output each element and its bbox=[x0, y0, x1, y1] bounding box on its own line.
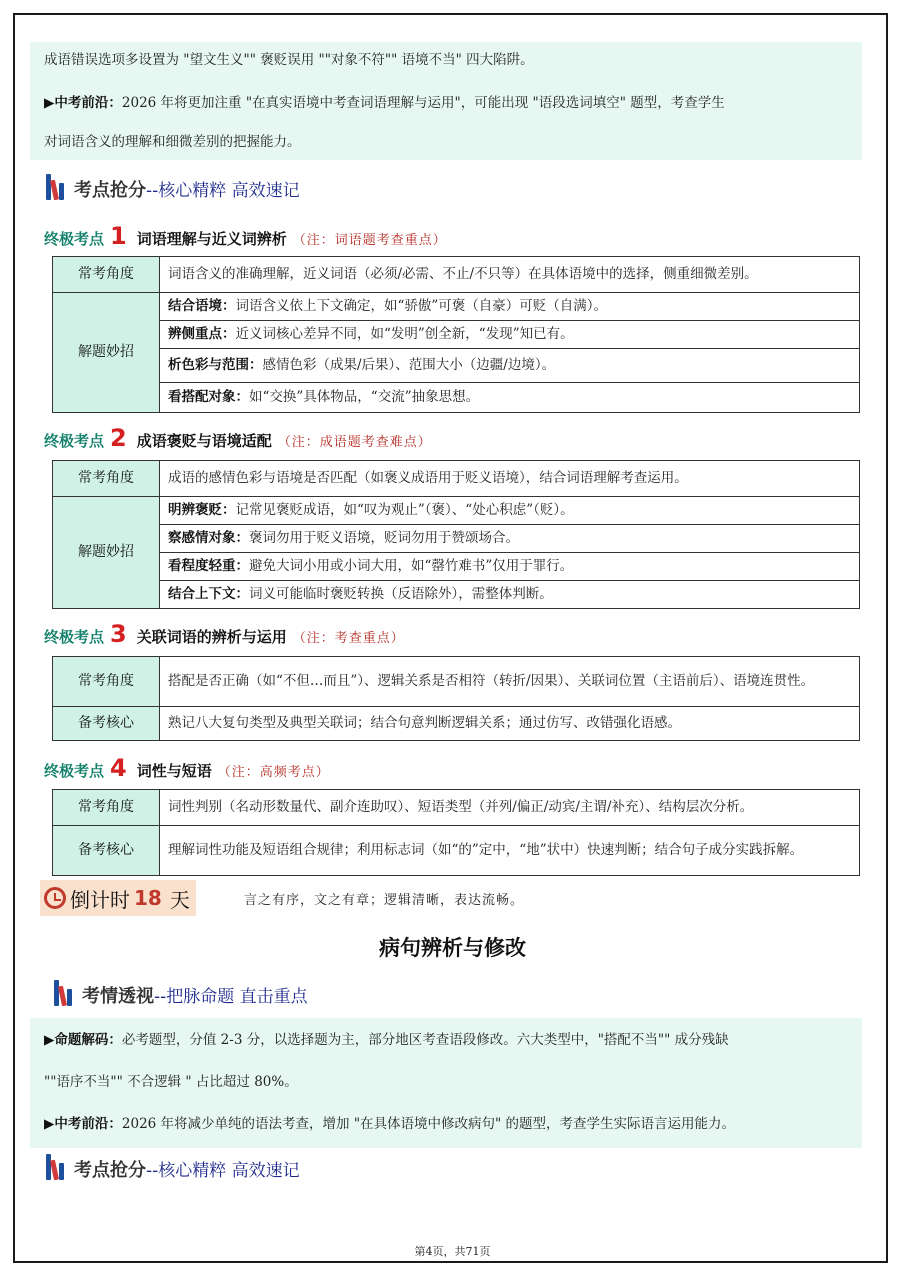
table-row bbox=[53, 826, 860, 876]
table-row bbox=[53, 293, 860, 321]
row-label: 备考核心 bbox=[53, 826, 160, 876]
row-label: 常考角度 bbox=[53, 657, 160, 707]
page-number: 第4页，共71页 bbox=[414, 1245, 491, 1258]
frontier-line-1: 2026 年将更加注重 "在真实语境中考查词语理解与运用"，可能出现 "语段选词填空" 题型，考查学生 bbox=[121, 95, 725, 111]
tip-item bbox=[160, 581, 860, 609]
countdown-suffix: 天 bbox=[169, 887, 190, 912]
countdown-days: 18 bbox=[134, 886, 162, 910]
tip-lead: 结合语境： bbox=[168, 298, 236, 314]
intro-frontier-line-2: 对词语含义的理解和细微差别的把握能力。 bbox=[44, 134, 301, 150]
tip-item bbox=[160, 383, 860, 413]
keypoint-table-3 bbox=[52, 656, 860, 741]
table-row bbox=[53, 707, 860, 741]
tip-text: 感情色彩（成果/后果）、范围大小（边疆/边境）。 bbox=[262, 357, 556, 373]
tip-lead: 析色彩与范围： bbox=[168, 357, 263, 373]
keypoint-table-2 bbox=[52, 460, 860, 609]
section-subtitle: --把脉命题 直击重点 bbox=[154, 987, 308, 1007]
keypoint-note: （注：词语题考查重点） bbox=[292, 233, 447, 248]
keypoint-label: 终极考点 bbox=[44, 432, 105, 450]
row-text: 成语的感情色彩与语境是否匹配（如褒义成语用于贬义语境），结合词语理解考查运用。 bbox=[160, 461, 860, 497]
row-label: 常考角度 bbox=[53, 790, 160, 826]
analysis-frontier bbox=[44, 1114, 735, 1134]
tip-lead: 结合上下文： bbox=[168, 586, 249, 602]
table-row bbox=[53, 790, 860, 826]
keypoint-number: 2 bbox=[110, 424, 127, 452]
countdown-prefix: 倒计时 bbox=[70, 887, 130, 912]
tip-item bbox=[160, 497, 860, 525]
keypoint-title: 成语褒贬与语境适配 bbox=[136, 432, 272, 450]
frontier-text: 2026 年将减少单纯的语法考查，增加 "在具体语境中修改病句" 的题型，考查学生实际语言运用能力。 bbox=[121, 1116, 736, 1132]
decode-label: ▶命题解码： bbox=[44, 1032, 122, 1048]
row-label: 解题妙招 bbox=[53, 293, 160, 413]
table-row bbox=[53, 581, 860, 609]
keypoint-table-4 bbox=[52, 789, 860, 876]
section-heading-1 bbox=[44, 172, 300, 202]
section-subtitle: --核心精粹 高效速记 bbox=[146, 1161, 300, 1181]
keypoint-title: 词性与短语 bbox=[136, 762, 212, 780]
tip-text: 褒词勿用于贬义语境，贬词勿用于赞颂场合。 bbox=[249, 530, 519, 546]
books-icon bbox=[44, 1152, 72, 1182]
table-row bbox=[53, 349, 860, 383]
keypoint-label: 终极考点 bbox=[44, 762, 105, 780]
keypoint-heading-4 bbox=[44, 754, 330, 782]
row-text: 熟记八大复句类型及典型关联词；结合句意判断逻辑关系；通过仿写、改错强化语感。 bbox=[160, 707, 860, 741]
section-heading-2 bbox=[52, 978, 308, 1008]
tip-lead: 辨侧重点： bbox=[168, 326, 236, 342]
intro-frontier bbox=[44, 93, 725, 113]
table-row bbox=[53, 525, 860, 553]
keypoint-note: （注：成语题考查难点） bbox=[277, 435, 432, 450]
keypoint-heading-3 bbox=[44, 620, 405, 648]
tip-lead: 看搭配对象： bbox=[168, 389, 249, 405]
tip-item bbox=[160, 321, 860, 349]
countdown-motto: 言之有序，文之有章；逻辑清晰，表达流畅。 bbox=[244, 893, 525, 908]
keypoint-title: 词语理解与近义词辨析 bbox=[136, 230, 287, 248]
decode-line-2: ""语序不当"" 不合逻辑 " 占比超过 80%。 bbox=[44, 1074, 298, 1090]
row-text: 理解词性功能及短语组合规律；利用标志词（如“的”定中，“地”状中）快速判断；结合句子成分实践拆解。 bbox=[160, 826, 860, 876]
countdown-badge bbox=[40, 880, 196, 916]
table-row bbox=[53, 553, 860, 581]
keypoint-note: （注：考查重点） bbox=[292, 631, 405, 646]
intro-line-1: 成语错误选项多设置为 "望文生义"" 褒贬误用 ""对象不符"" 语境不当" 四大陷阱。 bbox=[44, 52, 534, 68]
keypoint-table-1 bbox=[52, 256, 860, 413]
books-icon bbox=[44, 172, 72, 202]
keypoint-number: 3 bbox=[110, 620, 127, 648]
row-label: 常考角度 bbox=[53, 257, 160, 293]
tip-text: 记常见褒贬成语，如“叹为观止”（褒）、“处心积虑”（贬）。 bbox=[235, 502, 574, 518]
keypoint-number: 4 bbox=[110, 754, 127, 782]
tip-item bbox=[160, 293, 860, 321]
frontier-label: ▶中考前沿： bbox=[44, 95, 122, 111]
section-heading-3 bbox=[44, 1152, 300, 1182]
section-title: 考点抢分 bbox=[74, 1160, 146, 1181]
keypoint-label: 终极考点 bbox=[44, 628, 105, 646]
table-row bbox=[53, 657, 860, 707]
keypoint-heading-1 bbox=[44, 222, 447, 250]
keypoint-note: （注：高频考点） bbox=[217, 765, 330, 780]
decode-text: 必考题型，分值 2-3 分，以选择题为主，部分地区考查语段修改。六大类型中，"搭配不当"" 成分残缺 bbox=[121, 1032, 729, 1048]
books-icon bbox=[52, 978, 80, 1008]
tip-item bbox=[160, 553, 860, 581]
section-title: 考情透视 bbox=[82, 986, 154, 1007]
row-label: 解题妙招 bbox=[53, 497, 160, 609]
tip-text: 如“交换”具体物品，“交流”抽象思想。 bbox=[249, 389, 480, 405]
table-row bbox=[53, 461, 860, 497]
keypoint-number: 1 bbox=[110, 222, 127, 250]
section-subtitle: --核心精粹 高效速记 bbox=[146, 181, 300, 201]
table-row bbox=[53, 497, 860, 525]
frontier-label: ▶中考前沿： bbox=[44, 1116, 122, 1132]
tip-item bbox=[160, 349, 860, 383]
decode-line-1 bbox=[44, 1030, 729, 1050]
keypoint-title: 关联词语的辨析与运用 bbox=[136, 628, 287, 646]
row-label: 常考角度 bbox=[53, 461, 160, 497]
row-text: 搭配是否正确（如“不但…而且”）、逻辑关系是否相符（转折/因果）、关联词位置（主语前后）、语境连贯性。 bbox=[160, 657, 860, 707]
row-text: 词性判别（名动形数量代、副介连助叹）、短语类型（并列/偏正/动宾/主谓/补充）、结构层次分析。 bbox=[160, 790, 860, 826]
keypoint-label: 终极考点 bbox=[44, 230, 105, 248]
tip-text: 词义可能临时褒贬转换（反语除外），需整体判断。 bbox=[249, 586, 553, 602]
tip-text: 词语含义依上下文确定，如“骄傲”可褒（自豪）可贬（自满）。 bbox=[235, 298, 608, 314]
row-text: 词语含义的准确理解，近义词语（必须/必需、不止/不只等）在具体语境中的选择，侧重细微差别。 bbox=[160, 257, 860, 293]
tip-text: 避免大词小用或小词大用，如“罄竹难书”仅用于罪行。 bbox=[249, 558, 574, 574]
table-row bbox=[53, 321, 860, 349]
tip-item bbox=[160, 525, 860, 553]
tip-text: 近义词核心差异不同，如“发明”创全新，“发现”知已有。 bbox=[235, 326, 574, 342]
chapter-title: 病句辨析与修改 bbox=[379, 936, 526, 960]
tip-lead: 明辨褒贬： bbox=[168, 502, 236, 518]
clock-icon bbox=[44, 887, 66, 909]
keypoint-heading-2 bbox=[44, 424, 432, 452]
tip-lead: 察感情对象： bbox=[168, 530, 249, 546]
tip-lead: 看程度轻重： bbox=[168, 558, 249, 574]
section-title: 考点抢分 bbox=[74, 180, 146, 201]
table-row bbox=[53, 383, 860, 413]
row-label: 备考核心 bbox=[53, 707, 160, 741]
table-row bbox=[53, 257, 860, 293]
